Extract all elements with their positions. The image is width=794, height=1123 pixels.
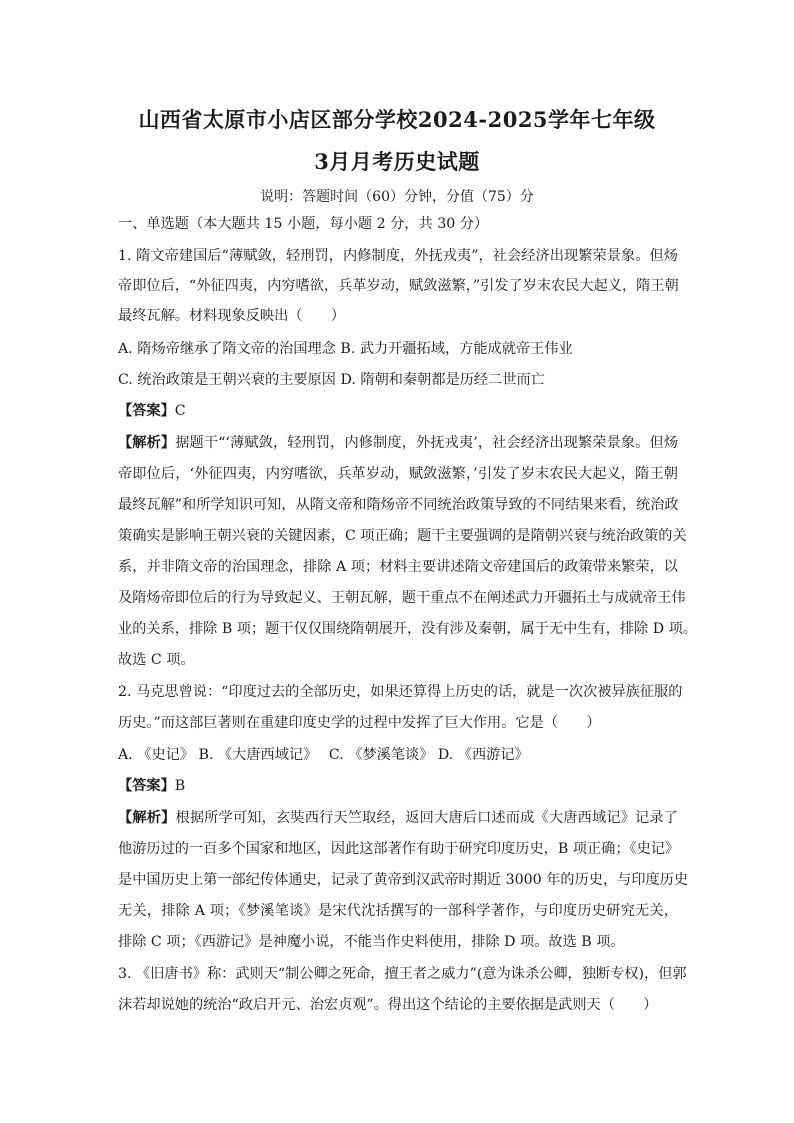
question-1-answer <box>118 401 678 421</box>
question-2-analysis-line <box>118 808 678 828</box>
question-1-analysis-line: 及隋炀帝即位后的行为导致起义、王朝瓦解，题干重点不在阐述武力开疆拓土与成就帝王伟 <box>118 590 686 606</box>
question-1-analysis-line: 故选 C 项。 <box>118 652 195 668</box>
question-3-stem-line: 沫若却说她的统治“政启开元、治宏贞观”。得出这个结论的主要依据是武则天（ ） <box>118 997 658 1013</box>
question-1-analysis-line: 最终瓦解”和所学知识可知，从隋文帝和隋炀帝不同统治政策导致的不同结果来看，统治政 <box>118 497 679 513</box>
question-2-analysis-line: 无关，排除 A 项；《梦溪笔谈》是宋代沈括撰写的一部科学著作，与印度历史研究无关， <box>118 903 678 919</box>
question-1-stem-line: 帝即位后，“外征四夷，内穷嗜欲，兵革岁动，赋敛滋繁，”引发了岁末农民大起义，隋王朝 <box>118 278 679 294</box>
question-2-analysis-line: 排除 C 项；《西游记》是神魔小说，不能当作史料使用，排除 D 项。故选 B 项。 <box>118 934 625 950</box>
page-title-line-2: 3月月考历史试题 <box>314 149 480 174</box>
exam-note: 说明：答题时间（60）分钟，分值（75）分 <box>260 189 534 205</box>
question-2-stem-line: 2. 马克思曾说：“印度过去的全部历史，如果还算得上历史的话，就是一次次被异族征服的 <box>118 684 683 700</box>
question-1-option-line: C. 统治政策是王朝兴衰的主要原因 D. 隋朝和秦朝都是历经二世而亡 <box>118 372 545 388</box>
answer-value: C <box>174 403 186 419</box>
section-heading: 一、单选题（本大题共 15 小题，每小题 2 分，共 30 分） <box>118 216 489 232</box>
question-2-analysis-line: 是中国历史上第一部纪传体通史，记录了黄帝到汉武帝时期近 3000 年的历史，与印度历史 <box>118 872 689 888</box>
question-1-analysis-line: 业的关系，排除 B 项；题干仅仅围绕隋朝展开，没有涉及秦朝，属于无中生有，排除 D 项。 <box>118 621 697 637</box>
analysis-tag: 【解析】 <box>118 435 176 451</box>
question-1-option-line: A. 隋炀帝继承了隋文帝的治国理念 B. 武力开疆拓域，方能成就帝王伟业 <box>118 341 573 357</box>
analysis-tag: 【解析】 <box>118 810 176 826</box>
answer-tag: 【答案】 <box>118 778 175 794</box>
answer-tag: 【答案】 <box>118 403 175 419</box>
question-1-analysis-line: 系，并非隋文帝的治国理念，排除 A 项；材料主要讲述隋文帝建国后的政策带来繁荣，以 <box>118 559 678 575</box>
page-title-line-1: 山西省太原市小店区部分学校2024-2025学年七年级 <box>138 107 656 132</box>
question-2-stem-line: 历史。”而这部巨著则在重建印度史学的过程中发挥了巨大作用。它是（ ） <box>118 715 601 731</box>
question-2-analysis-line: 他游历过的一百多个国家和地区，因此这部著作有助于研究印度历史，B 项正确；《史记》 <box>118 841 680 857</box>
analysis-text: 根据所学可知，玄奘西行天竺取经，返回大唐后口述而成《大唐西域记》记录了 <box>175 810 678 826</box>
question-2-option-line: A. 《史记》 B. 《大唐西域记》 C. 《梦溪笔谈》 D. 《西游记》 <box>118 747 529 763</box>
question-3-stem-line: 3. 《旧唐书》称：武则天“制公卿之死命，擅王者之威力”(意为诛杀公卿，独断专权)，但郭 <box>118 966 687 982</box>
answer-value: B <box>174 778 186 794</box>
question-2-answer <box>118 776 678 796</box>
question-1-analysis-line: 帝即位后，‘外征四夷，内穷嗜欲，兵革岁动，赋敛滋繁，’引发了岁末农民大起义，隋王朝 <box>118 466 678 482</box>
question-1-analysis-line: 策确实是影响王朝兴衰的关键因素，C 项正确；题干主要强调的是隋朝兴衰与统治政策的关 <box>118 528 687 544</box>
question-1-stem-line: 1. 隋文帝建国后“薄赋敛，轻刑罚，内修制度，外抚戎夷”，社会经济出现繁荣景象。但炀 <box>118 248 678 264</box>
question-1-analysis-line <box>118 433 678 453</box>
question-1-stem-line: 最终瓦解。材料现象反映出（ ） <box>118 308 346 324</box>
analysis-text: 据题干“‘薄赋敛，轻刑罚，内修制度，外抚戎夷’，社会经济出现繁荣景象。但炀 <box>175 435 678 451</box>
